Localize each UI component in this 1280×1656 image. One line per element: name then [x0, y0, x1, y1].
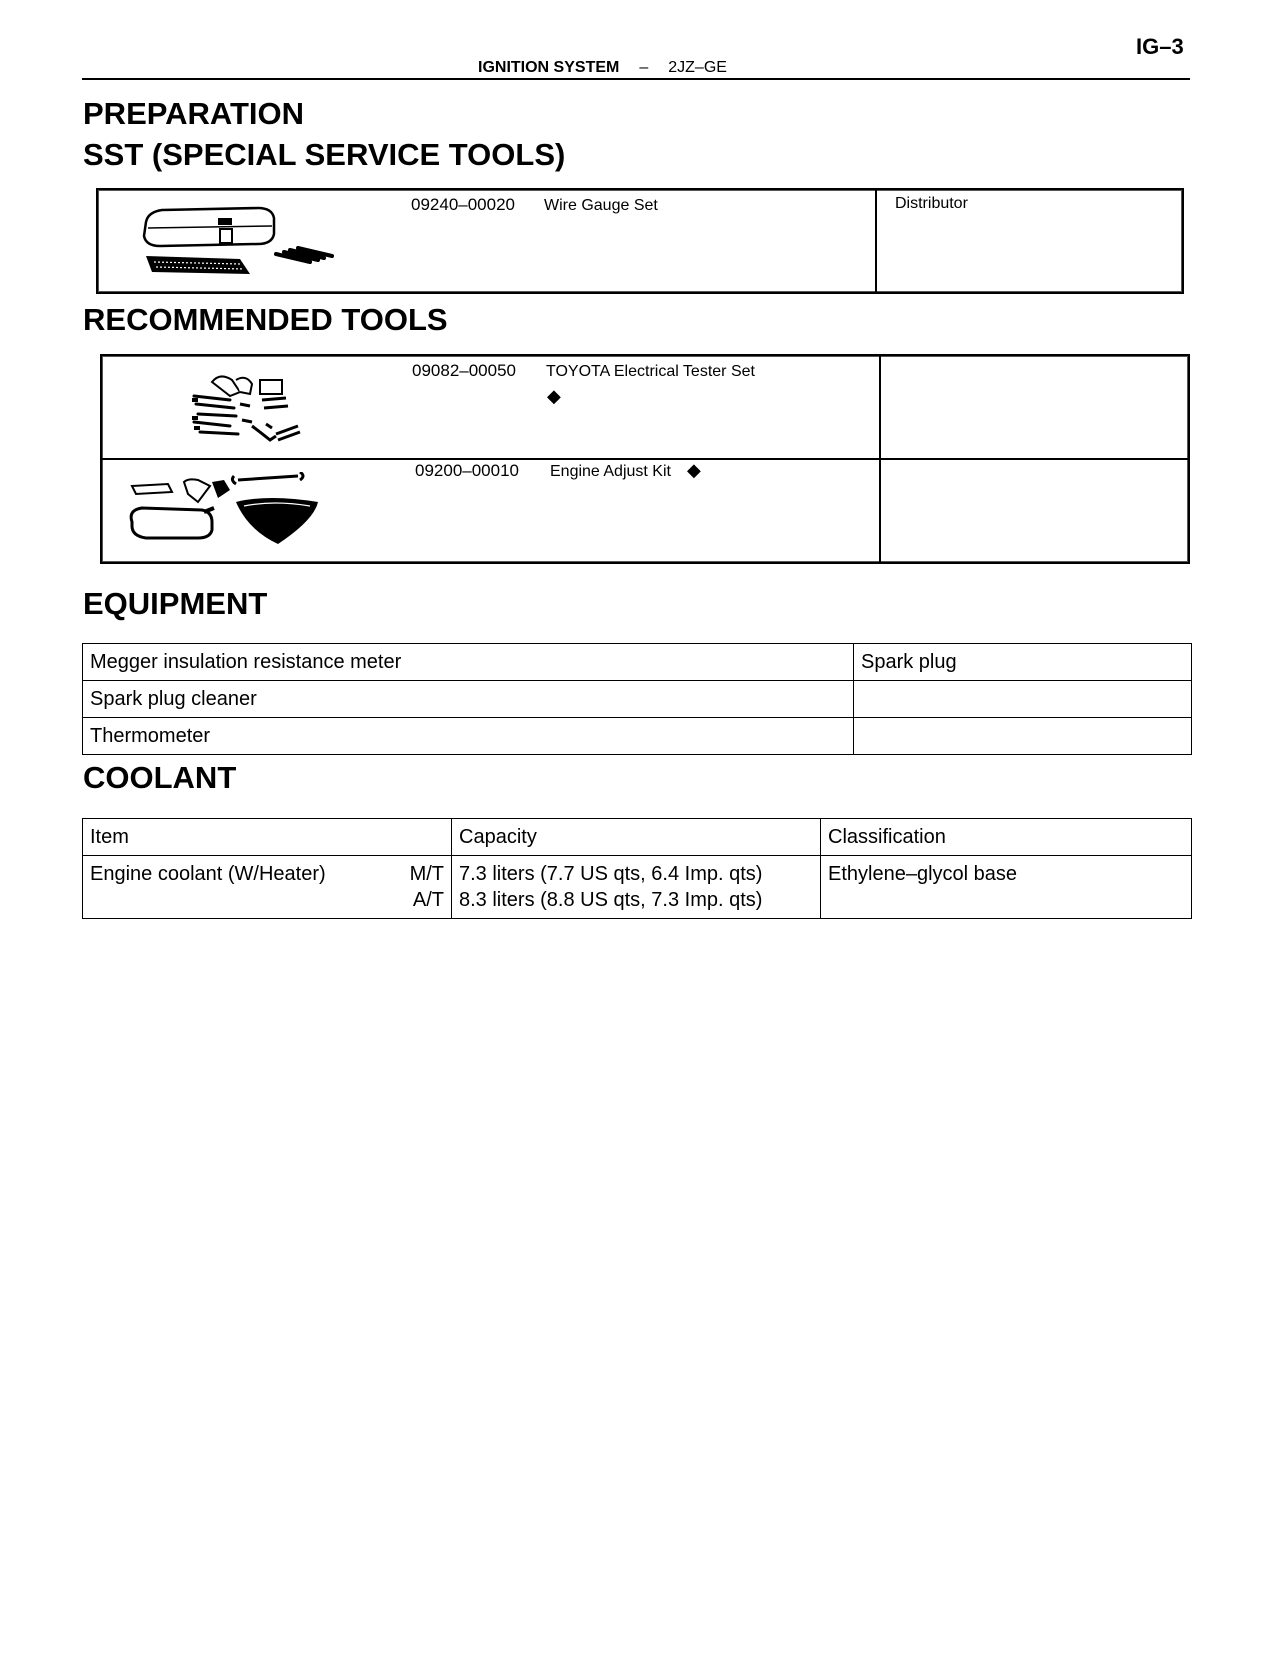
heading-coolant: COOLANT — [83, 760, 237, 795]
coolant-classification: Ethylene–glycol base — [821, 856, 1192, 919]
coolant-capacity-mt: 7.3 liters (7.7 US qts, 6.4 Imp. qts) — [459, 863, 763, 885]
coolant-header-capacity: Capacity — [452, 819, 821, 856]
table-header-row — [83, 819, 1192, 856]
sst-note: Distributor — [895, 195, 968, 212]
table-row — [83, 681, 1192, 718]
coolant-header-item: Item — [83, 819, 452, 856]
running-header — [478, 59, 727, 77]
wire-gauge-set-illustration — [140, 204, 340, 284]
coolant-variants — [410, 861, 444, 913]
table-row — [83, 644, 1192, 681]
electrical-tester-set-illustration — [190, 370, 310, 450]
recommended-part-number-2: 09200–00010 — [415, 461, 520, 480]
coolant-variant-mt: M/T — [409, 863, 444, 885]
heading-preparation: PREPARATION — [83, 96, 305, 131]
running-header-separator: – — [639, 59, 649, 76]
equipment-note: Spark plug — [854, 644, 1192, 681]
equipment-item: Thermometer — [83, 718, 854, 755]
equipment-table — [82, 643, 1192, 755]
coolant-capacity-cell — [452, 856, 821, 919]
recommended-row-divider — [102, 458, 1188, 460]
header-rule — [82, 78, 1190, 80]
sst-part-number: 09240–00020 — [411, 195, 516, 214]
coolant-capacity-at: 8.3 liters (8.8 US qts, 7.3 Imp. qts) — [459, 889, 763, 911]
recommended-tool-name-1: TOYOTA Electrical Tester Set — [546, 363, 755, 380]
coolant-variant-at: A/T — [412, 889, 444, 911]
recommended-part-number-1: 09082–00050 — [412, 361, 517, 380]
equipment-note — [854, 681, 1192, 718]
heading-sst: SST (SPECIAL SERVICE TOOLS) — [83, 137, 566, 172]
table-row — [83, 856, 1192, 919]
heading-recommended-tools: RECOMMENDED TOOLS — [83, 302, 448, 337]
engine-adjust-kit-illustration — [128, 472, 328, 552]
table-row — [83, 718, 1192, 755]
equipment-item: Megger insulation resistance meter — [83, 644, 854, 681]
sst-column-divider — [875, 190, 877, 292]
sst-table — [96, 188, 1184, 294]
running-header-system: IGNITION SYSTEM — [478, 59, 620, 76]
equipment-item: Spark plug cleaner — [83, 681, 854, 718]
coolant-item: Engine coolant (W/Heater) — [90, 863, 326, 885]
diamond-marker-icon: ◆ — [547, 386, 561, 406]
heading-equipment: EQUIPMENT — [83, 586, 268, 621]
coolant-header-classification: Classification — [821, 819, 1192, 856]
coolant-item-cell — [83, 856, 452, 919]
running-header-engine: 2JZ–GE — [668, 59, 727, 76]
recommended-tools-table — [100, 354, 1190, 564]
page-number: IG–3 — [1136, 34, 1184, 59]
recommended-tool-name-2: Engine Adjust Kit — [550, 463, 671, 480]
diamond-marker-icon: ◆ — [687, 460, 701, 480]
sst-tool-name: Wire Gauge Set — [544, 197, 658, 214]
coolant-table — [82, 818, 1192, 919]
equipment-note — [854, 718, 1192, 755]
